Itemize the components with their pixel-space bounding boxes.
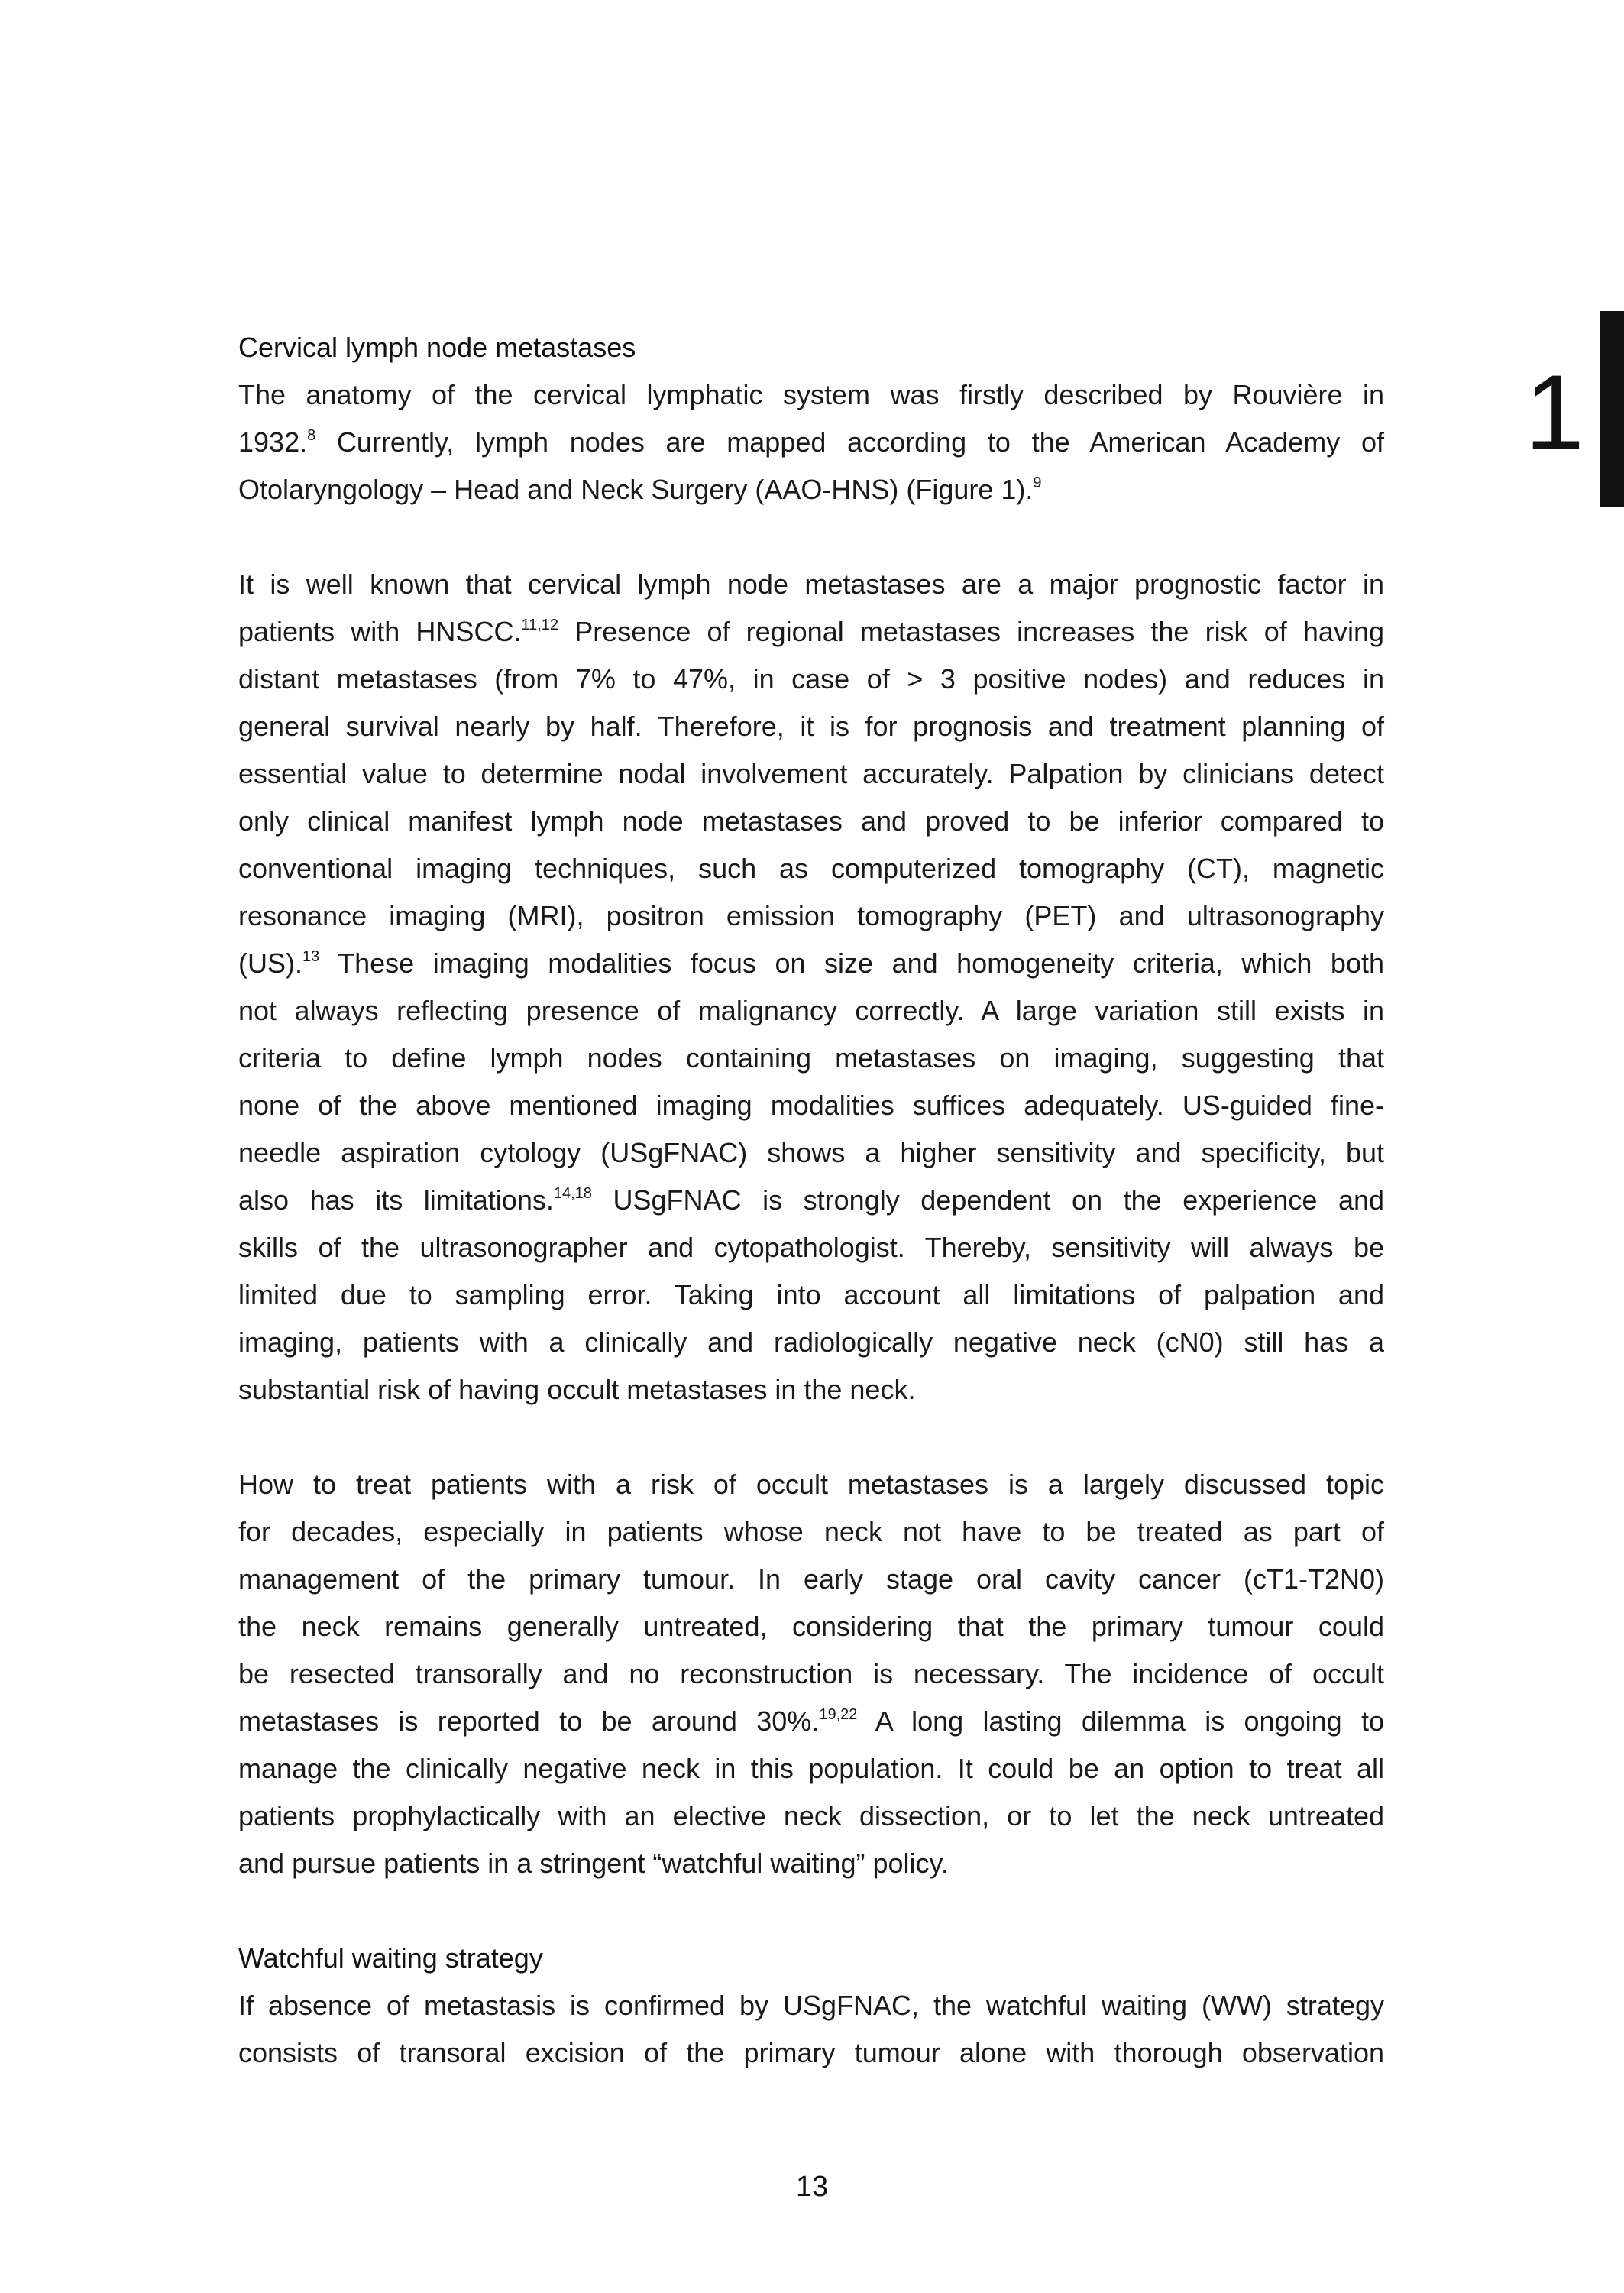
text-line xyxy=(238,2029,1384,2077)
text-line xyxy=(238,1698,1384,1745)
citation-superscript: 14,18 xyxy=(553,1185,592,1202)
text-line xyxy=(238,1461,1384,1508)
text-segment: The anatomy of the cervical lymphatic system was firstly described by Rouvière in xyxy=(238,379,1384,410)
text-line xyxy=(238,608,1384,656)
citation-superscript: 19,22 xyxy=(819,1706,858,1723)
text-segment: be resected transorally and no reconstruction is necessary. The incidence of occult xyxy=(238,1658,1384,1689)
text-segment: only clinical manifest lymph node metastases and proved to be inferior compared to xyxy=(238,805,1384,837)
text-segment: These imaging modalities focus on size and homogeneity criteria, which both xyxy=(319,947,1384,979)
text-segment: patients with HNSCC. xyxy=(238,616,522,647)
section-heading: Watchful waiting strategy xyxy=(238,1942,543,1974)
text-segment: Presence of regional metastases increases the risk of having xyxy=(558,616,1384,647)
text-segment: (US). xyxy=(238,947,302,979)
text-line xyxy=(238,703,1384,750)
chapter-number: 1 xyxy=(1525,352,1584,472)
text-line xyxy=(238,561,1384,608)
text-line xyxy=(238,371,1384,419)
text-line xyxy=(238,1035,1384,1082)
text-line xyxy=(238,419,1384,466)
citation-superscript: 9 xyxy=(1033,474,1042,491)
text-line xyxy=(238,940,1384,987)
text-segment: for decades, especially in patients whose neck not have to be treated as part of xyxy=(238,1516,1384,1547)
text-line xyxy=(238,1129,1384,1177)
text-line xyxy=(238,466,1384,513)
text-line xyxy=(238,1745,1384,1793)
paragraph xyxy=(238,371,1384,513)
paragraph-gap xyxy=(238,1414,1384,1461)
text-line xyxy=(238,987,1384,1035)
text-line xyxy=(238,1982,1384,2029)
paragraph xyxy=(238,1982,1384,2077)
paragraph xyxy=(238,1461,1384,1887)
text-segment: consists of transoral excision of the primary tumour alone with thorough observation xyxy=(238,2037,1384,2068)
text-segment: and pursue patients in a stringent “watchful waiting” policy. xyxy=(238,1848,949,1879)
text-line xyxy=(238,1556,1384,1603)
text-line xyxy=(238,798,1384,845)
text-segment: How to treat patients with a risk of occult metastases is a largely discussed topic xyxy=(238,1469,1384,1500)
text-segment: distant metastases (from 7% to 47%, in case of > 3 positive nodes) and reduces in xyxy=(238,663,1384,695)
text-line xyxy=(238,1082,1384,1129)
text-segment: not always reflecting presence of malignancy correctly. A large variation still exists in xyxy=(238,995,1384,1026)
text-segment: none of the above mentioned imaging modalities suffices adequately. US-guided fine- xyxy=(238,1090,1384,1121)
text-line xyxy=(238,1366,1384,1414)
text-line xyxy=(238,750,1384,798)
text-line xyxy=(238,1793,1384,1840)
text-segment: A long lasting dilemma is ongoing to xyxy=(857,1705,1385,1737)
text-segment: USgFNAC is strongly dependent on the experience and xyxy=(591,1184,1385,1216)
text-segment: limited due to sampling error. Taking into account all limitations of palpation and xyxy=(238,1279,1384,1310)
citation-superscript: 8 xyxy=(307,427,316,444)
text-segment: 1932. xyxy=(238,426,308,458)
paragraph-gap xyxy=(238,513,1384,561)
text-line xyxy=(238,1603,1384,1650)
chapter-tab-bar xyxy=(1600,311,1624,507)
text-segment: management of the primary tumour. In early stage oral cavity cancer (cT1-T2N0) xyxy=(238,1563,1384,1595)
text-segment: Currently, lymph nodes are mapped according to the American Academy of xyxy=(315,426,1384,458)
text-segment: essential value to determine nodal involvement accurately. Palpation by clinicians detect xyxy=(238,758,1384,789)
text-line xyxy=(238,845,1384,892)
text-segment: If absence of metastasis is confirmed by USgFNAC, the watchful waiting (WW) strategy xyxy=(238,1990,1384,2021)
section-heading: Cervical lymph node metastases xyxy=(238,332,636,363)
text-line xyxy=(238,1840,1384,1887)
paragraph-gap xyxy=(238,1887,1384,1935)
text-segment: patients prophylactically with an elective neck dissection, or to let the neck untreated xyxy=(238,1800,1384,1831)
text-segment: criteria to define lymph nodes containing metastases on imaging, suggesting that xyxy=(238,1042,1384,1074)
text-line xyxy=(238,892,1384,940)
text-segment: needle aspiration cytology (USgFNAC) shows a higher sensitivity and specificity, but xyxy=(238,1137,1384,1168)
text-segment: skills of the ultrasonographer and cytopathologist. Thereby, sensitivity will always be xyxy=(238,1232,1384,1263)
document-body xyxy=(238,324,1384,2077)
page-number: 13 xyxy=(795,2171,829,2203)
text-segment: metastases is reported to be around 30%. xyxy=(238,1705,820,1737)
text-segment: also has its limitations. xyxy=(238,1184,554,1216)
text-segment: It is well known that cervical lymph node metastases are a major prognostic factor in xyxy=(238,568,1384,600)
citation-superscript: 11,12 xyxy=(521,617,559,633)
text-line xyxy=(238,1271,1384,1319)
text-segment: manage the clinically negative neck in this population. It could be an option to treat all xyxy=(238,1753,1384,1784)
text-line xyxy=(238,1508,1384,1556)
text-line xyxy=(238,1224,1384,1271)
text-line xyxy=(238,656,1384,703)
text-line xyxy=(238,1177,1384,1224)
text-segment: the neck remains generally untreated, considering that the primary tumour could xyxy=(238,1611,1384,1642)
paragraph xyxy=(238,561,1384,1414)
text-line xyxy=(238,1319,1384,1366)
text-segment: resonance imaging (MRI), positron emission tomography (PET) and ultrasonography xyxy=(238,900,1384,931)
text-segment: substantial risk of having occult metastases in the neck. xyxy=(238,1374,916,1405)
citation-superscript: 13 xyxy=(302,948,320,965)
text-segment: general survival nearly by half. Therefore, it is for prognosis and treatment planning of xyxy=(238,711,1384,742)
text-segment: imaging, patients with a clinically and radiologically negative neck (cN0) still has a xyxy=(238,1326,1384,1358)
text-line xyxy=(238,1650,1384,1698)
text-segment: conventional imaging techniques, such as computerized tomography (CT), magnetic xyxy=(238,853,1384,884)
text-segment: Otolaryngology – Head and Neck Surgery (AAO-HNS) (Figure 1). xyxy=(238,474,1034,505)
